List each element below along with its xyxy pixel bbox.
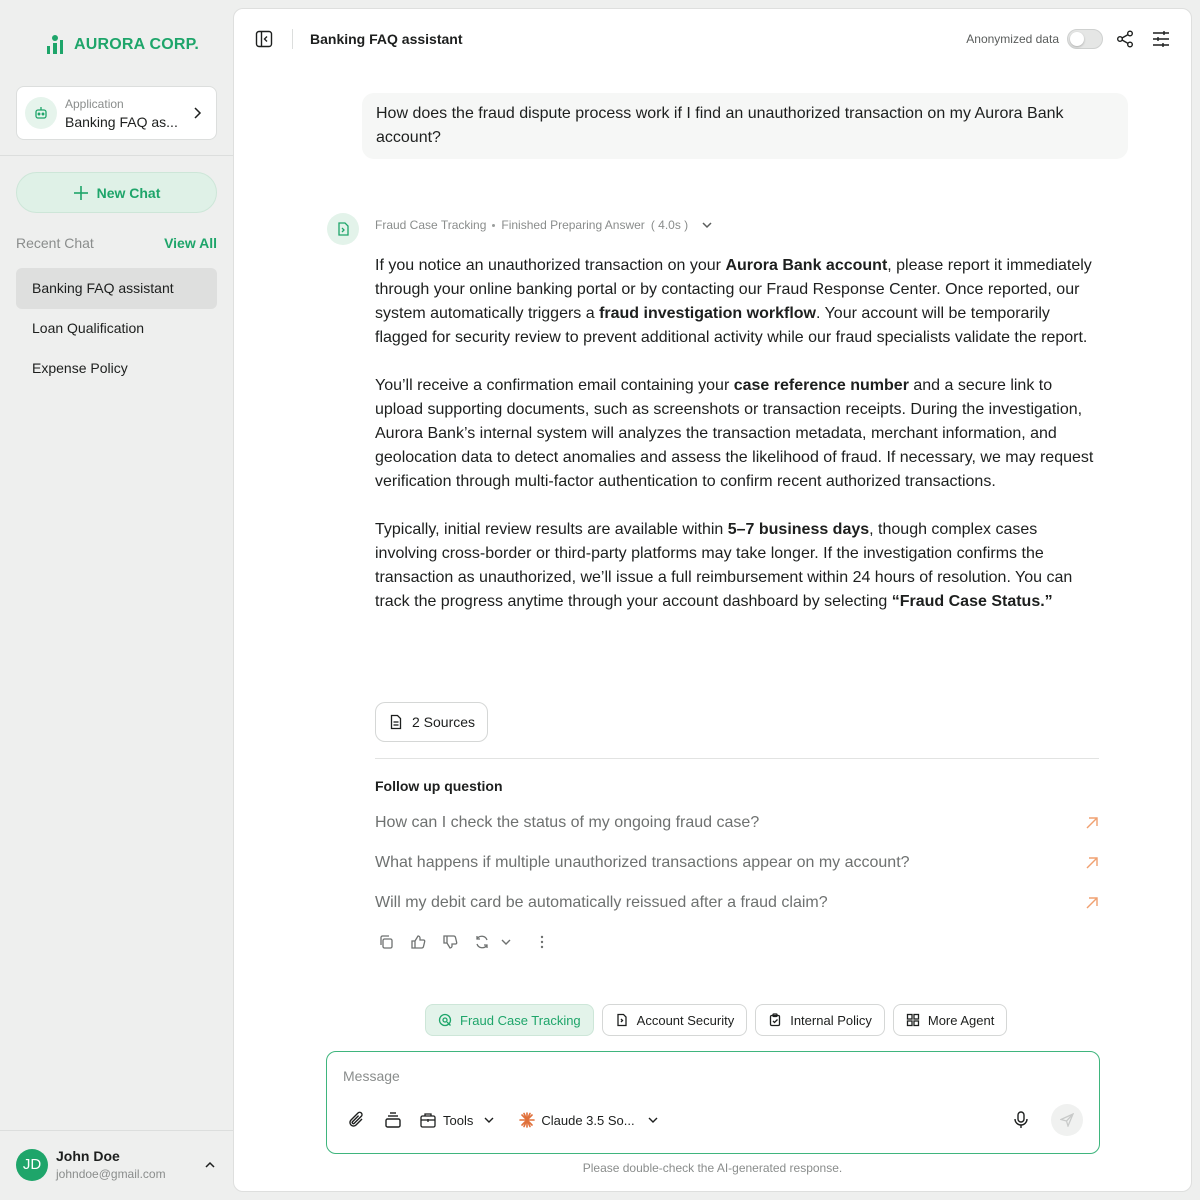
sidebar-divider: [0, 155, 233, 156]
followup-title: Follow up question: [375, 778, 503, 794]
arrow-up-right-icon: [1085, 816, 1099, 830]
anonymized-data-toggle[interactable]: [1067, 29, 1103, 49]
top-bar: [234, 9, 1191, 69]
new-chat-button[interactable]: [16, 172, 217, 213]
chat-item-banking-faq[interactable]: Banking FAQ assistant: [16, 268, 217, 309]
user-name: John Doe: [56, 1148, 120, 1164]
settings-sliders-icon[interactable]: [1151, 29, 1171, 49]
page-title: Banking FAQ assistant: [310, 31, 463, 47]
answer-bold-text: fraud investigation workflow: [599, 305, 816, 322]
followup-item[interactable]: [375, 803, 1099, 843]
copy-icon[interactable]: [377, 933, 395, 951]
answer-paragraph: [375, 374, 1099, 494]
regenerate-icon[interactable]: [473, 933, 491, 951]
followup-item[interactable]: [375, 843, 1099, 883]
thumbs-down-icon[interactable]: [441, 933, 459, 951]
answer-bold-text: 5–7 business days: [727, 521, 870, 538]
recent-chat-list: [16, 268, 217, 388]
toolbox-icon: [419, 1111, 437, 1129]
send-icon: [1060, 1113, 1074, 1127]
brand-name: AURORA CORP.: [74, 36, 200, 53]
avatar: JD: [16, 1149, 48, 1181]
agent-chip-label: More Agent: [927, 1012, 995, 1028]
answer-status: Finished Preparing Answer: [501, 218, 645, 232]
chat-panel: [233, 8, 1192, 1192]
answer-text: , though complex cases involving cross-border or third-party platforms may take longer. If the investigation confirms the transaction as unauthorized, we’ll issue a full reimbursement within 24 hours of resolution. You can track the progress anytime through your account dashboard by selecting: [375, 521, 1073, 610]
answer-duration: ( 4.0s ): [650, 218, 689, 232]
bot-icon: [25, 97, 57, 129]
answer-bold-text: “Fraud Case Status.”: [891, 593, 1053, 610]
agent-name: Fraud Case Tracking: [375, 218, 487, 232]
answer-paragraph: [375, 254, 1099, 350]
assistant-answer: [375, 254, 1099, 638]
chat-item-expense-policy[interactable]: Expense Policy: [32, 360, 128, 376]
answer-paragraph: [375, 518, 1099, 614]
user-message: How does the fraud dispute process work if I find an unauthorized transaction on my Aurora Bank account?: [362, 93, 1128, 159]
sources-label: 2 Sources: [412, 714, 476, 730]
message-input[interactable]: [343, 1068, 1043, 1084]
tools-label: Tools: [443, 1112, 474, 1128]
more-vertical-icon[interactable]: [533, 933, 551, 951]
answer-bold-text: case reference number: [733, 377, 909, 394]
tools-dropdown[interactable]: [419, 1111, 495, 1129]
attach-button[interactable]: [347, 1110, 367, 1130]
agent-chip-label: Account Security: [636, 1012, 735, 1028]
chevron-down-icon[interactable]: [497, 933, 515, 951]
agent-chip-label: Fraud Case Tracking: [460, 1012, 581, 1028]
target-icon: [438, 1013, 452, 1027]
chevron-down-icon: [483, 1114, 495, 1126]
document-icon: [388, 714, 404, 730]
agent-chip-label: Internal Policy: [790, 1012, 872, 1028]
paperclip-icon: [347, 1110, 367, 1130]
arrow-up-right-icon: [1085, 896, 1099, 910]
claude-icon: [519, 1112, 535, 1128]
followup-text: What happens if multiple unauthorized transactions appear on my account?: [375, 854, 910, 871]
agent-avatar: [327, 213, 359, 245]
anonymized-data-label: Anonymized data: [966, 32, 1059, 46]
followup-text: Will my debit card be automatically reissued after a fraud claim?: [375, 894, 828, 911]
application-name: Banking FAQ as...: [65, 113, 178, 130]
chevron-down-icon[interactable]: [700, 218, 714, 232]
composer-tools: [347, 1110, 659, 1130]
answer-text: , please report it immediately through your online banking portal or by contacting our Fraud Response Center. Once reported, our system automatically triggers a: [375, 257, 1092, 322]
chevron-right-icon: [190, 106, 204, 120]
logo: [44, 34, 199, 56]
new-chat-label: New Chat: [96, 184, 161, 201]
grid-icon: [906, 1013, 920, 1027]
stack-button[interactable]: [383, 1110, 403, 1130]
agent-chip-more-agent[interactable]: [893, 1004, 1008, 1036]
model-dropdown[interactable]: [519, 1112, 658, 1128]
meta-dot: [492, 224, 495, 227]
answer-meta: [375, 218, 714, 232]
shield-file-icon: [615, 1013, 629, 1027]
sources-button[interactable]: [375, 702, 488, 742]
agent-chip-internal-policy[interactable]: [755, 1004, 885, 1036]
application-label: Application: [65, 96, 124, 111]
answer-text: . Your account will be temporarily flagged for security review to prevent additional activity while our fraud specialists validate the report.: [375, 305, 1088, 346]
followup-item[interactable]: [375, 883, 1099, 923]
view-all-link[interactable]: View All: [164, 235, 217, 251]
sidebar-toggle-icon[interactable]: [254, 29, 274, 49]
plus-icon: [73, 185, 89, 201]
agent-chip-fraud-case-tracking[interactable]: [425, 1004, 594, 1036]
thumbs-up-icon[interactable]: [409, 933, 427, 951]
agent-file-icon: [335, 221, 351, 237]
answer-bold-text: Aurora Bank account: [725, 257, 888, 274]
answer-text: If you notice an unauthorized transaction on your: [375, 257, 726, 274]
recent-chat-header: [16, 235, 217, 251]
answer-text: Typically, initial review results are available within: [375, 521, 728, 538]
toggle-knob: [1070, 32, 1084, 46]
answer-text: and a secure link to upload supporting documents, such as screenshots or transaction receipts. During the investigation, Aurora Bank’s internal system will analyzes the transaction metadata, merchant information, and geolocation data to detect anomalies and assess the likelihood of fraud. If necessary, we may request verification through multi-factor authentication to confirm recent authorized transactions.: [375, 377, 1094, 490]
message-composer: [326, 1051, 1100, 1154]
chevron-up-icon: [203, 1158, 217, 1172]
agent-chips: [425, 1004, 1007, 1036]
user-email: johndoe@gmail.com: [56, 1167, 166, 1181]
microphone-icon[interactable]: [1011, 1110, 1031, 1130]
followup-text: How can I check the status of my ongoing fraud case?: [375, 814, 760, 831]
disclaimer: Please double-check the AI-generated response.: [582, 1161, 843, 1175]
logo-icon: [44, 34, 66, 56]
chevron-down-icon: [647, 1114, 659, 1126]
answer-divider: [375, 758, 1099, 759]
share-icon[interactable]: [1115, 29, 1135, 49]
agent-chip-account-security[interactable]: [602, 1004, 748, 1036]
followup-list: [375, 803, 1099, 923]
top-separator: [292, 29, 293, 49]
clipboard-icon: [768, 1013, 782, 1027]
application-selector[interactable]: [16, 86, 217, 140]
answer-actions: [377, 933, 551, 951]
recent-chat-title: Recent Chat: [16, 235, 94, 251]
send-button[interactable]: [1051, 1104, 1083, 1136]
stack-icon: [383, 1110, 403, 1130]
user-divider: [0, 1130, 233, 1131]
chat-item-loan-qualification[interactable]: Loan Qualification: [32, 320, 145, 336]
sidebar: [0, 0, 233, 1200]
model-label: Claude 3.5 So...: [541, 1112, 635, 1128]
user-menu[interactable]: [16, 1148, 217, 1181]
arrow-up-right-icon: [1085, 856, 1099, 870]
answer-text: You’ll receive a confirmation email containing your: [375, 377, 734, 394]
